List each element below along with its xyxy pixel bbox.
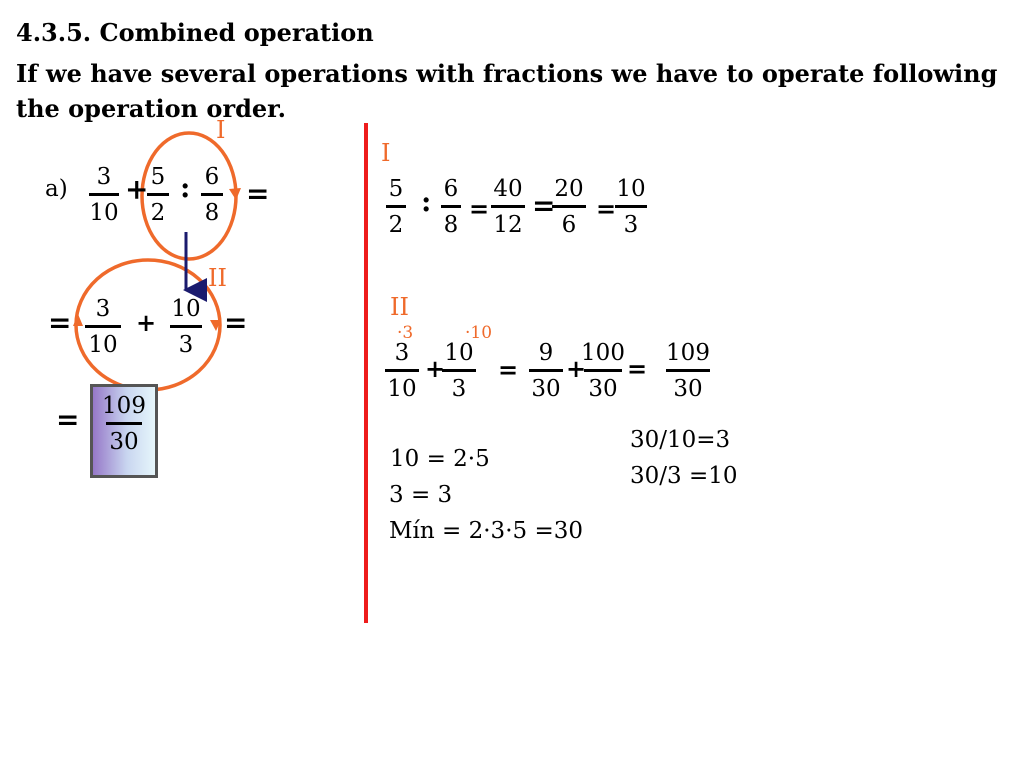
denominator: 3 (178, 332, 194, 358)
numerator: 109 (102, 393, 146, 419)
step1-fraction-5-2 (366, 176, 426, 238)
denominator: 30 (673, 376, 703, 402)
numerator: 3 (394, 340, 410, 366)
step2-plus-1: + (425, 354, 446, 383)
denominator: 3 (451, 376, 467, 402)
denominator: 2 (150, 200, 166, 226)
numerator: 3 (96, 164, 112, 190)
denominator: 2 (388, 212, 404, 238)
step1-fraction-40-12 (478, 176, 538, 238)
division-sign: : (180, 171, 191, 204)
numerator: 6 (204, 164, 220, 190)
lcm-line-3: Mín = 2·3·5 =30 (389, 518, 583, 544)
result-fraction (94, 393, 154, 455)
equals-sign-row3: = (56, 403, 80, 436)
numerator: 6 (443, 176, 459, 202)
step2-plus-2: + (566, 354, 587, 383)
numerator: 109 (666, 340, 710, 366)
step2-fraction-3-10 (372, 340, 432, 402)
step2-equals-2: = (627, 354, 648, 383)
equals-sign-row2-start: = (48, 306, 72, 339)
step2-fraction-100-30 (573, 340, 633, 402)
plus-sign: + (125, 173, 149, 206)
equals-sign: = (246, 177, 270, 210)
numerator: 9 (538, 340, 554, 366)
denominator: 8 (443, 212, 459, 238)
marker-II-left: II (208, 264, 227, 292)
plus-sign-row2: + (136, 308, 157, 337)
fraction-3-10-row2 (73, 296, 133, 358)
step1-equals-2: = (532, 189, 556, 222)
numerator: 5 (150, 164, 166, 190)
step1-fraction-20-6 (539, 176, 599, 238)
label-a: a) (45, 176, 68, 202)
equals-sign-row2-end: = (224, 306, 248, 339)
denominator: 30 (109, 429, 139, 455)
marker-II-right: II (390, 293, 409, 321)
fraction-10-3-row2 (156, 296, 216, 358)
denominator: 12 (493, 212, 523, 238)
denominator: 30 (588, 376, 618, 402)
denominator: 30 (531, 376, 561, 402)
denominator: 10 (387, 376, 417, 402)
lcm-calc-1: 30/10=3 (630, 427, 731, 453)
numerator: 5 (388, 176, 404, 202)
lcm-calc-2: 30/3 =10 (630, 463, 738, 489)
step2-fraction-10-3 (429, 340, 489, 402)
denominator: 3 (623, 212, 639, 238)
lcm-line-1: 10 = 2·5 (390, 446, 490, 472)
numerator: 10 (616, 176, 646, 202)
step1-equals-1: = (469, 194, 490, 223)
step2-fraction-109-30 (658, 340, 718, 402)
step2-equals-1: = (498, 355, 519, 384)
step1-division-sign: : (421, 185, 432, 218)
numerator: 100 (581, 340, 625, 366)
denominator: 10 (89, 200, 119, 226)
denominator: 8 (204, 200, 220, 226)
multiplier-10: ·10 (465, 323, 493, 343)
marker-I-right: I (381, 139, 391, 167)
marker-I-left: I (216, 116, 226, 144)
numerator: 3 (95, 296, 111, 322)
intro-text: If we have several operations with fractions we have to operate following the operation order. (16, 59, 998, 123)
section-heading: 4.3.5. Combined operation (16, 18, 374, 47)
numerator: 10 (444, 340, 474, 366)
multiplier-3: ·3 (397, 323, 414, 343)
step1-fraction-10-3 (601, 176, 661, 238)
denominator: 6 (561, 212, 577, 238)
numerator: 40 (493, 176, 523, 202)
lcm-line-2: 3 = 3 (389, 482, 453, 508)
numerator: 10 (171, 296, 201, 322)
fraction-5-2 (128, 164, 191, 226)
fraction-6-8 (182, 164, 242, 226)
numerator: 20 (554, 176, 584, 202)
denominator: 10 (88, 332, 118, 358)
step1-equals-3: = (596, 194, 617, 223)
